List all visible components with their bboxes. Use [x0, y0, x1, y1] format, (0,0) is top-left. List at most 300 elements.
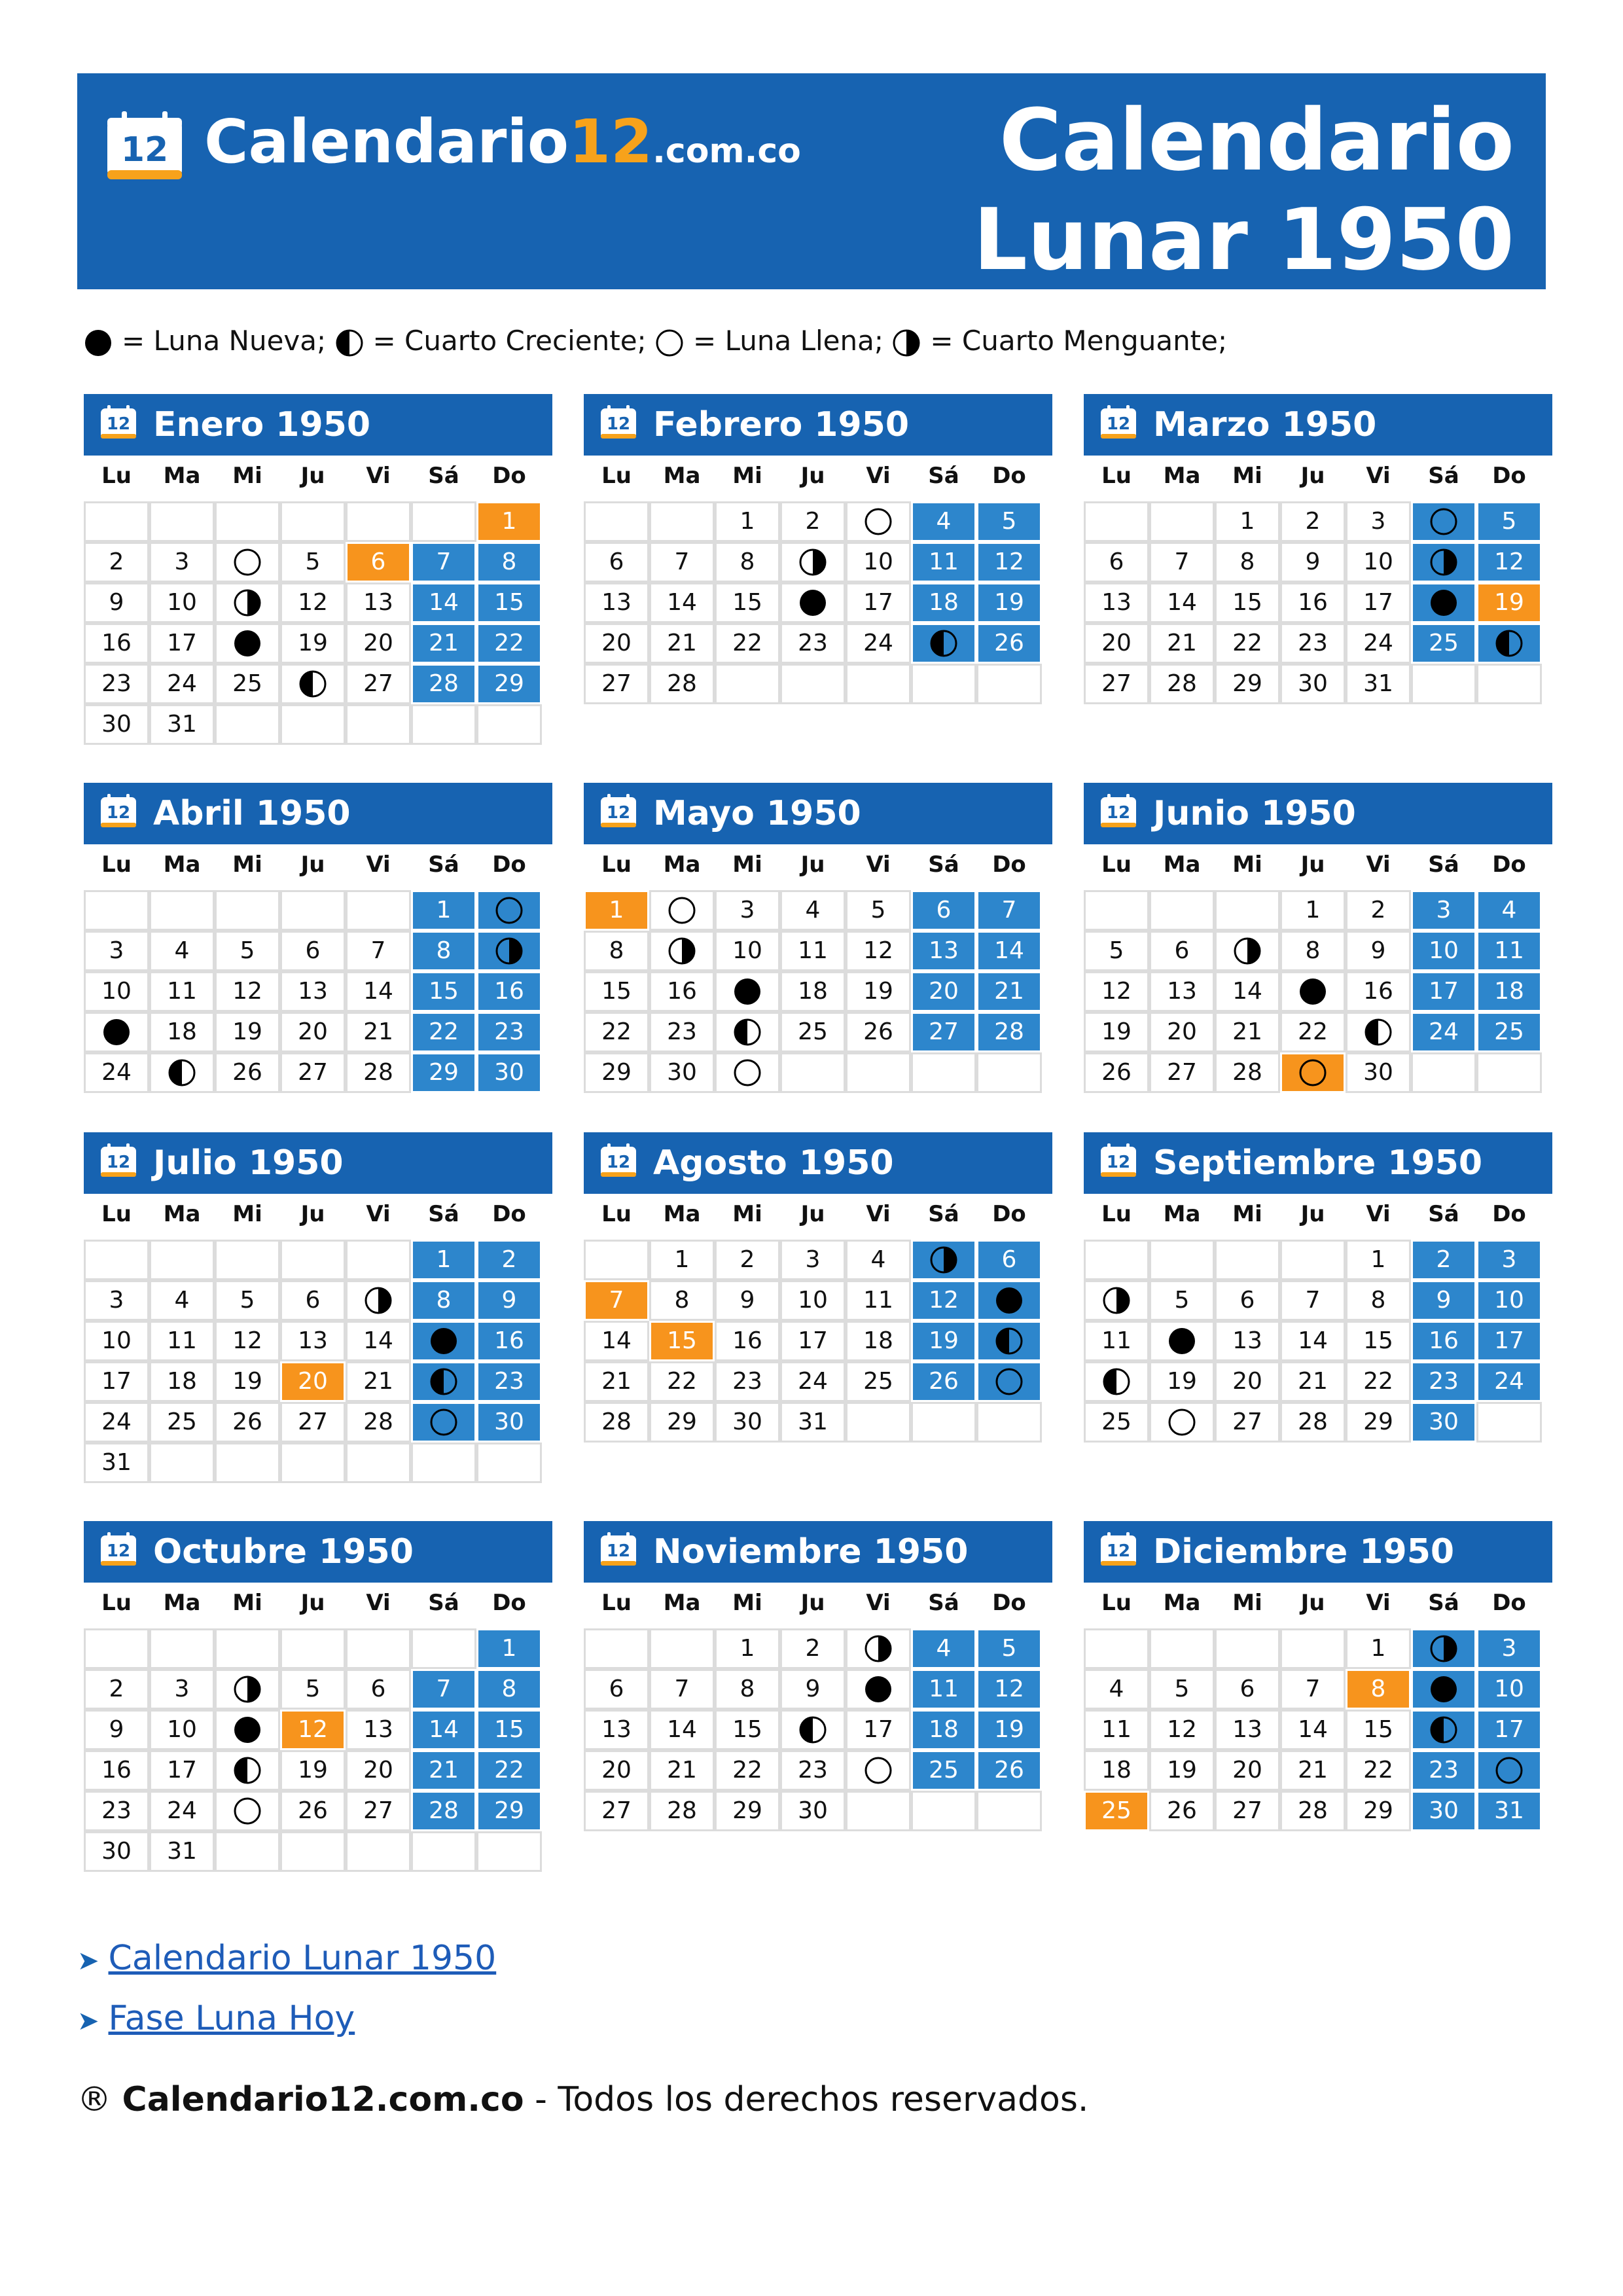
svg-text:12: 12 — [1106, 1153, 1131, 1172]
day-cell: 9 — [715, 1280, 780, 1321]
day-cell: 15 — [649, 1321, 715, 1361]
day-cell: 19 — [1149, 1750, 1215, 1791]
day-cell: 8 — [411, 931, 476, 971]
month-header — [584, 1132, 1052, 1194]
weekday-header: Mi — [1232, 852, 1262, 878]
day-cell: 23 — [84, 1791, 149, 1831]
day-cell: 6 — [976, 1240, 1042, 1280]
month-title: Febrero 1950 — [653, 405, 910, 444]
day-cell: 30 — [84, 704, 149, 745]
day-cell: 24 — [780, 1361, 846, 1402]
day-cell: 29 — [476, 1791, 542, 1831]
day-cell: 26 — [976, 1750, 1042, 1791]
weekday-header: Lu — [1101, 1590, 1132, 1616]
day-cell: 24 — [149, 664, 215, 704]
empty-cell — [911, 1791, 976, 1831]
day-cell: 5 — [976, 1628, 1042, 1669]
calendar-icon — [99, 793, 137, 829]
weekday-header: Do — [492, 1590, 526, 1616]
day-cell: 22 — [715, 623, 780, 664]
day-cell: 15 — [715, 583, 780, 623]
empty-cell — [346, 501, 411, 542]
day-cell: 22 — [715, 1750, 780, 1791]
day-cell: 19 — [976, 1710, 1042, 1750]
day-cell: 30 — [1411, 1402, 1476, 1443]
last-quarter-icon — [668, 937, 696, 965]
month-header — [1084, 1132, 1552, 1194]
day-cell: 20 — [911, 971, 976, 1012]
day-cell — [780, 1710, 846, 1750]
day-cell: 27 — [280, 1052, 346, 1093]
day-cell: 4 — [911, 1628, 976, 1669]
legend-item-new — [84, 325, 335, 357]
day-cell: 6 — [1215, 1280, 1280, 1321]
day-cell: 31 — [1476, 1791, 1542, 1831]
day-cell: 31 — [1346, 664, 1411, 704]
day-cell: 20 — [1215, 1361, 1280, 1402]
day-cell: 23 — [1280, 623, 1346, 664]
day-cell: 28 — [1149, 664, 1215, 704]
first-quarter-icon — [733, 1018, 762, 1047]
month-header — [84, 783, 552, 844]
day-cell: 3 — [84, 1280, 149, 1321]
empty-cell — [1149, 1240, 1215, 1280]
empty-cell — [976, 664, 1042, 704]
empty-cell — [1084, 1628, 1149, 1669]
first-quarter-icon — [429, 1367, 458, 1396]
day-cell: 31 — [84, 1443, 149, 1483]
empty-cell — [411, 704, 476, 745]
day-cell: 15 — [476, 583, 542, 623]
day-cell — [215, 1750, 280, 1791]
day-cell: 12 — [280, 583, 346, 623]
empty-cell — [1280, 1240, 1346, 1280]
weekday-header: Ju — [1300, 1590, 1325, 1616]
weekday-header: Sá — [1428, 463, 1459, 489]
day-cell: 12 — [846, 931, 911, 971]
day-cell: 1 — [715, 1628, 780, 1669]
day-cell: 11 — [780, 931, 846, 971]
day-cell: 31 — [149, 704, 215, 745]
day-cell: 23 — [476, 1012, 542, 1052]
day-cell: 30 — [476, 1052, 542, 1093]
day-cell: 5 — [280, 1669, 346, 1710]
day-cell: 7 — [1280, 1280, 1346, 1321]
empty-cell — [1280, 1628, 1346, 1669]
day-cell: 14 — [1280, 1710, 1346, 1750]
new-moon-icon — [733, 977, 762, 1006]
day-cell: 20 — [280, 1012, 346, 1052]
empty-cell — [280, 1443, 346, 1483]
day-cell: 8 — [1280, 931, 1346, 971]
empty-cell — [584, 1628, 649, 1669]
day-cell: 14 — [584, 1321, 649, 1361]
weekday-header: Ma — [663, 852, 701, 878]
svg-text:12: 12 — [106, 414, 131, 434]
empty-cell — [1149, 1628, 1215, 1669]
empty-cell — [1411, 664, 1476, 704]
weekday-header: Mi — [732, 1201, 762, 1227]
link-row-fase — [77, 1992, 355, 2047]
day-cell: 29 — [476, 664, 542, 704]
day-cell: 13 — [280, 1321, 346, 1361]
day-cell: 16 — [1280, 583, 1346, 623]
day-cell: 18 — [1476, 971, 1542, 1012]
day-cell: 29 — [1215, 664, 1280, 704]
day-cell: 8 — [476, 1669, 542, 1710]
day-cell: 30 — [1346, 1052, 1411, 1093]
day-cell: 18 — [911, 1710, 976, 1750]
day-cell — [215, 542, 280, 583]
day-cell: 27 — [1149, 1052, 1215, 1093]
day-cell: 28 — [584, 1402, 649, 1443]
empty-cell — [1149, 890, 1215, 931]
calendar-icon — [599, 1143, 637, 1178]
day-cell: 3 — [84, 931, 149, 971]
day-cell: 14 — [976, 931, 1042, 971]
new-moon-icon — [995, 1286, 1024, 1315]
day-cell — [1280, 1052, 1346, 1093]
day-cell: 2 — [1411, 1240, 1476, 1280]
day-cell — [215, 1669, 280, 1710]
month-title: Octubre 1950 — [153, 1532, 414, 1571]
weekday-header: Do — [992, 463, 1026, 489]
day-cell: 22 — [476, 1750, 542, 1791]
first-quarter-icon — [798, 1715, 827, 1744]
weekday-header: Ma — [163, 1590, 201, 1616]
day-cell: 22 — [411, 1012, 476, 1052]
svg-text:12: 12 — [1106, 803, 1131, 823]
day-cell: 28 — [411, 664, 476, 704]
day-cell: 18 — [846, 1321, 911, 1361]
day-cell: 30 — [1411, 1791, 1476, 1831]
svg-text:12: 12 — [106, 803, 131, 823]
day-cell: 5 — [846, 890, 911, 931]
day-cell: 12 — [1084, 971, 1149, 1012]
day-cell: 1 — [1215, 501, 1280, 542]
day-cell: 3 — [149, 542, 215, 583]
weekday-header: Sá — [1428, 1201, 1459, 1227]
weekday-header: Do — [992, 852, 1026, 878]
new-moon-icon — [1429, 1675, 1458, 1704]
month-header — [584, 783, 1052, 844]
first-quarter-icon — [1364, 1018, 1393, 1047]
day-cell — [715, 1052, 780, 1093]
day-cell: 21 — [649, 623, 715, 664]
last-quarter-icon — [233, 588, 262, 617]
day-cell: 10 — [149, 583, 215, 623]
calendar-icon — [1099, 793, 1137, 829]
day-cell: 23 — [1411, 1750, 1476, 1791]
weekday-header: Ju — [1300, 463, 1325, 489]
empty-cell — [346, 890, 411, 931]
day-cell: 13 — [584, 1710, 649, 1750]
day-cell: 21 — [1280, 1361, 1346, 1402]
empty-cell — [84, 890, 149, 931]
day-cell: 13 — [346, 1710, 411, 1750]
calendar-icon — [1099, 1143, 1137, 1178]
day-cell: 26 — [846, 1012, 911, 1052]
empty-cell — [780, 664, 846, 704]
last-quarter-icon — [864, 1634, 893, 1663]
day-cell — [346, 1280, 411, 1321]
day-cell: 29 — [715, 1791, 780, 1831]
day-cell — [846, 1669, 911, 1710]
weekday-header: Lu — [601, 852, 632, 878]
day-cell: 1 — [476, 501, 542, 542]
weekday-header: Ju — [300, 1201, 325, 1227]
day-cell: 18 — [780, 971, 846, 1012]
day-cell: 24 — [149, 1791, 215, 1831]
weekday-header: Sá — [428, 1201, 459, 1227]
day-cell: 22 — [584, 1012, 649, 1052]
weekday-header: Ma — [663, 463, 701, 489]
day-cell — [1476, 623, 1542, 664]
legend-item-first — [335, 325, 656, 357]
day-cell — [976, 1321, 1042, 1361]
day-cell: 25 — [1411, 623, 1476, 664]
empty-cell — [846, 1402, 911, 1443]
weekday-header: Do — [492, 1201, 526, 1227]
day-cell: 5 — [215, 1280, 280, 1321]
weekday-header: Lu — [1101, 463, 1132, 489]
day-cell: 11 — [149, 1321, 215, 1361]
day-cell: 6 — [911, 890, 976, 931]
day-cell: 28 — [346, 1402, 411, 1443]
day-cell: 29 — [1346, 1791, 1411, 1831]
brand-logo[interactable] — [204, 106, 801, 178]
legend-text: = Cuarto Creciente; — [372, 325, 656, 357]
day-cell: 25 — [780, 1012, 846, 1052]
footer — [77, 2073, 1088, 2126]
empty-cell — [846, 1791, 911, 1831]
day-cell: 21 — [1215, 1012, 1280, 1052]
weekday-header: Mi — [732, 852, 762, 878]
day-cell: 1 — [1346, 1628, 1411, 1669]
weekday-header: Do — [1492, 463, 1526, 489]
day-cell: 11 — [911, 542, 976, 583]
weekday-header: Sá — [928, 463, 959, 489]
day-cell: 27 — [584, 664, 649, 704]
last-quarter-icon — [233, 1675, 262, 1704]
day-cell: 14 — [411, 583, 476, 623]
full-moon-icon — [495, 896, 524, 925]
legend-text: = Luna Llena; — [693, 325, 893, 357]
new-moon-icon — [429, 1327, 458, 1355]
legend-text: = Cuarto Menguante; — [930, 325, 1228, 357]
empty-cell — [976, 1791, 1042, 1831]
empty-cell — [911, 1402, 976, 1443]
weekday-header: Ma — [1163, 463, 1201, 489]
empty-cell — [84, 1628, 149, 1669]
day-cell: 20 — [280, 1361, 346, 1402]
day-cell — [411, 1321, 476, 1361]
day-cell: 28 — [411, 1791, 476, 1831]
link-calendario-lunar[interactable]: Calendario Lunar 1950 — [108, 1939, 497, 1978]
weekday-header: Do — [492, 463, 526, 489]
last-quarter-icon — [1429, 548, 1458, 577]
day-cell: 9 — [1411, 1280, 1476, 1321]
day-cell: 25 — [149, 1402, 215, 1443]
empty-cell — [1215, 1628, 1280, 1669]
svg-text:12: 12 — [606, 803, 631, 823]
weekday-header: Ma — [1163, 1201, 1201, 1227]
new-moon-icon — [1168, 1327, 1196, 1355]
empty-cell — [1084, 501, 1149, 542]
full-moon-icon — [655, 329, 684, 357]
day-cell: 19 — [846, 971, 911, 1012]
day-cell — [1280, 971, 1346, 1012]
day-cell: 9 — [476, 1280, 542, 1321]
day-cell: 3 — [1476, 1240, 1542, 1280]
day-cell — [215, 1791, 280, 1831]
day-cell — [1215, 931, 1280, 971]
day-cell: 10 — [84, 1321, 149, 1361]
day-cell: 25 — [911, 1750, 976, 1791]
day-cell: 13 — [1215, 1710, 1280, 1750]
month-title: Noviembre 1950 — [653, 1532, 969, 1571]
day-cell: 21 — [411, 1750, 476, 1791]
day-cell: 20 — [584, 623, 649, 664]
legend-text: = Luna Nueva; — [122, 325, 335, 357]
weekday-header: Lu — [1101, 852, 1132, 878]
day-cell: 17 — [1411, 971, 1476, 1012]
day-cell: 18 — [149, 1012, 215, 1052]
weekday-header: Vi — [1366, 1201, 1391, 1227]
day-cell: 10 — [149, 1710, 215, 1750]
legend-item-last — [892, 325, 1227, 357]
day-cell: 10 — [846, 542, 911, 583]
day-cell: 12 — [1476, 542, 1542, 583]
day-cell: 16 — [649, 971, 715, 1012]
day-cell: 22 — [1280, 1012, 1346, 1052]
weekday-header: Lu — [601, 463, 632, 489]
empty-cell — [649, 501, 715, 542]
day-cell: 21 — [976, 971, 1042, 1012]
day-cell: 8 — [1346, 1280, 1411, 1321]
weekday-header: Ju — [1300, 852, 1325, 878]
day-cell: 14 — [649, 1710, 715, 1750]
empty-cell — [911, 664, 976, 704]
day-cell: 3 — [1411, 890, 1476, 931]
day-cell: 22 — [476, 623, 542, 664]
day-cell — [1411, 1710, 1476, 1750]
day-cell — [280, 664, 346, 704]
page-title — [973, 90, 1514, 289]
weekday-header: Mi — [1232, 1590, 1262, 1616]
empty-cell — [346, 1443, 411, 1483]
day-cell: 6 — [280, 1280, 346, 1321]
empty-cell — [149, 1240, 215, 1280]
svg-text:12: 12 — [106, 1541, 131, 1561]
first-quarter-icon — [1102, 1367, 1131, 1396]
day-cell: 21 — [411, 623, 476, 664]
day-cell: 10 — [1476, 1280, 1542, 1321]
day-cell: 21 — [346, 1012, 411, 1052]
day-cell: 23 — [780, 623, 846, 664]
day-cell: 30 — [1280, 664, 1346, 704]
day-cell: 13 — [584, 583, 649, 623]
day-cell — [411, 1361, 476, 1402]
empty-cell — [584, 1240, 649, 1280]
weekday-header: Sá — [1428, 1590, 1459, 1616]
weekday-header: Ju — [800, 852, 825, 878]
day-cell: 16 — [715, 1321, 780, 1361]
new-moon-icon — [1429, 588, 1458, 617]
weekday-header: Vi — [366, 852, 391, 878]
day-cell: 12 — [911, 1280, 976, 1321]
empty-cell — [84, 1240, 149, 1280]
weekday-header: Ma — [1163, 852, 1201, 878]
day-cell: 24 — [846, 623, 911, 664]
new-moon-icon — [864, 1675, 893, 1704]
svg-text:12: 12 — [106, 1153, 131, 1172]
day-cell: 17 — [149, 1750, 215, 1791]
weekday-header: Ju — [300, 1590, 325, 1616]
day-cell: 13 — [346, 583, 411, 623]
empty-cell — [411, 1628, 476, 1669]
day-cell — [911, 623, 976, 664]
empty-cell — [976, 1402, 1042, 1443]
month-title: Diciembre 1950 — [1153, 1532, 1455, 1571]
day-cell: 19 — [280, 623, 346, 664]
day-cell: 8 — [476, 542, 542, 583]
day-cell: 25 — [1084, 1791, 1149, 1831]
day-cell: 27 — [1215, 1402, 1280, 1443]
day-cell: 8 — [411, 1280, 476, 1321]
day-cell: 17 — [846, 1710, 911, 1750]
empty-cell — [280, 1628, 346, 1669]
day-cell — [846, 1750, 911, 1791]
weekday-header: Ma — [663, 1590, 701, 1616]
day-cell: 5 — [976, 501, 1042, 542]
day-cell — [1084, 1361, 1149, 1402]
empty-cell — [215, 704, 280, 745]
day-cell: 26 — [976, 623, 1042, 664]
footer-brand: Calendario12.com.co — [122, 2080, 524, 2119]
last-quarter-icon — [929, 1246, 958, 1274]
day-cell: 6 — [280, 931, 346, 971]
weekday-header: Vi — [1366, 1590, 1391, 1616]
day-cell: 7 — [411, 542, 476, 583]
day-cell: 28 — [346, 1052, 411, 1093]
day-cell: 27 — [280, 1402, 346, 1443]
empty-cell — [476, 1443, 542, 1483]
calendar-icon — [99, 1143, 137, 1178]
day-cell: 3 — [715, 890, 780, 931]
day-cell: 16 — [476, 971, 542, 1012]
weekday-header: Mi — [732, 463, 762, 489]
full-moon-icon — [1429, 507, 1458, 536]
day-cell — [846, 1628, 911, 1669]
empty-cell — [780, 1052, 846, 1093]
last-quarter-icon — [1233, 937, 1262, 965]
day-cell: 23 — [649, 1012, 715, 1052]
weekday-header: Ju — [300, 463, 325, 489]
day-cell: 29 — [1346, 1402, 1411, 1443]
day-cell: 13 — [1149, 971, 1215, 1012]
last-quarter-icon — [1429, 1634, 1458, 1663]
day-cell: 11 — [149, 971, 215, 1012]
day-cell: 19 — [280, 1750, 346, 1791]
link-fase-luna-hoy[interactable]: Fase Luna Hoy — [108, 1999, 355, 2038]
day-cell — [1476, 1750, 1542, 1791]
new-moon-icon — [84, 329, 113, 357]
day-cell: 7 — [584, 1280, 649, 1321]
day-cell — [84, 1012, 149, 1052]
day-cell: 1 — [584, 890, 649, 931]
day-cell: 8 — [1215, 542, 1280, 583]
